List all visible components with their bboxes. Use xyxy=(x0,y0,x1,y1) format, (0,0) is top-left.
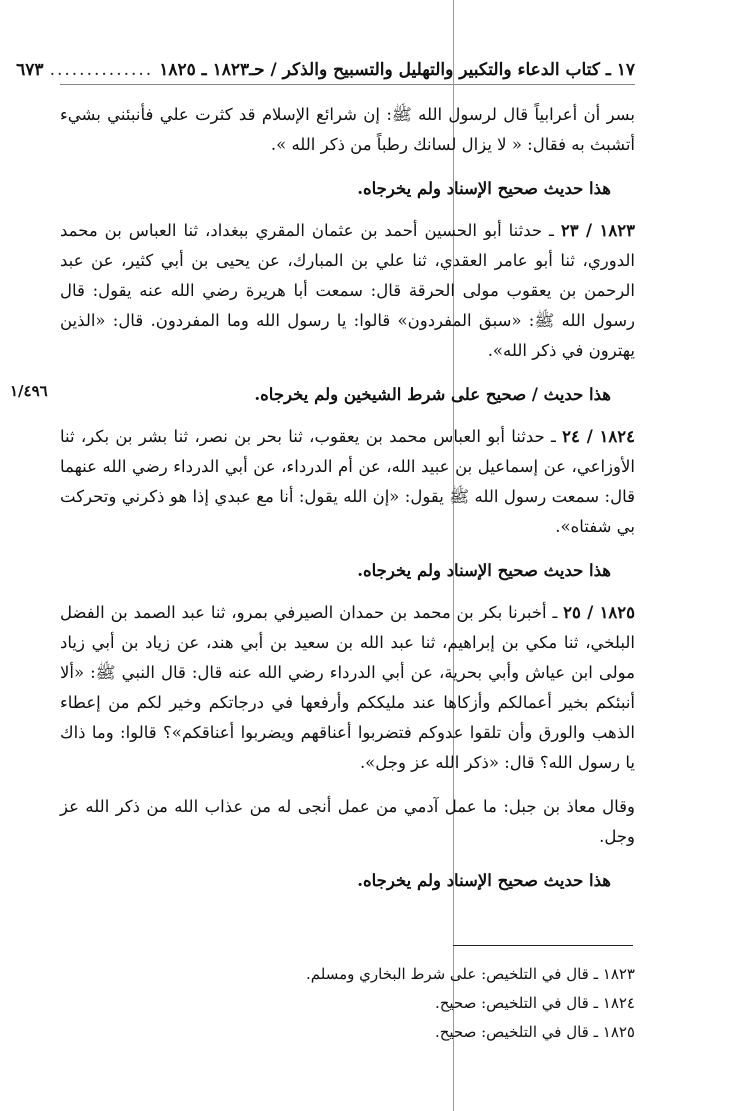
footnote-item: ١٨٢٥ ـ قال في التلخيص: صحيح. xyxy=(434,1023,635,1041)
paragraph-continuation: بسر أن أعرابياً قال لرسول الله ﷺ: إن شرائع الإسلام قد كثرت علي فأنبئني بشيء أتشبث به فقال: « لا يزال لسانك رطباً من ذكر الله ». xyxy=(60,105,635,154)
header-title: ١٧ ـ كتاب الدعاء والتكبير والتهليل والتسبيح والذكر / حـ١٨٢٣ ـ ١٨٢٥ xyxy=(159,60,635,80)
hadith-1824: ١٨٢٤ / ٢٤ ـ حدثنا أبو العباس محمد بن يعقوب، ثنا بحر بن نصر، ثنا بشر بن بكر، ثنا الأوزاعي، عن إسماعيل بن عبيد الله، عن أم الدرداء، عن أبي الدرداء رضي الله عنهما قال: سمعت رسول الله ﷺ يقول: «إن الله يقول: أنا مع عبدي إذا هو ذكرني وتحركت بي شفتاه». xyxy=(60,427,635,536)
header-divider xyxy=(60,84,635,85)
footnote-divider xyxy=(453,945,633,946)
footnote-item: ١٨٢٣ ـ قال في التلخيص: على شرط البخاري ومسلم. xyxy=(306,965,635,983)
grading-statement: هذا حديث صحيح الإسناد ولم يخرجاه. xyxy=(357,561,611,580)
hadith-number: ١٨٢٥ / ٢٥ xyxy=(563,603,636,622)
hadith-1825: ١٨٢٥ / ٢٥ ـ أخبرنا بكر بن محمد بن حمدان الصيرفي بمرو، ثنا عبد الصمد بن الفضل البلخي، ثنا مكي بن إبراهيم، ثنا عبد الله بن سعيد بن أبي هند، عن زياد بن أبي زياد مولى ابن عياش وأبي بحرية، عن أبي الدرداء رضي الله عنه قال: قال النبي ﷺ: «ألا أنبئكم بخير أعمالكم وأزكاها عند مليككم وأرفعها في درجاتكم وخير لكم من إعطاء الذهب والورق وأن تلقوا عدوكم فتضربوا أعناقهم ويضربوا أعناقكم»؟ قالوا: وما ذاك يا رسول الله؟ قال: «ذكر الله عز وجل». xyxy=(60,603,636,772)
grading-statement: هذا حديث صحيح الإسناد ولم يخرجاه. xyxy=(357,871,611,890)
footnote-item: ١٨٢٤ ـ قال في التلخيص: صحيح. xyxy=(434,994,635,1012)
hadith-number: ١٨٢٣ / ٢٣ xyxy=(560,221,635,240)
grading-statement: هذا حديث / صحيح على شرط الشيخين ولم يخرجاه. xyxy=(254,385,611,404)
narration-muadh: وقال معاذ بن جبل: ما عمل آدمي من عمل أنجى له من عذاب الله من ذكر الله عز وجل. xyxy=(60,797,635,846)
main-text xyxy=(60,100,635,908)
grading-statement: هذا حديث صحيح الإسناد ولم يخرجاه. xyxy=(357,179,611,198)
margin-page-reference: ١/٤٩٦ xyxy=(10,382,48,400)
hadith-number: ١٨٢٤ / ٢٤ xyxy=(562,427,635,446)
page-number: ٦٧٣ xyxy=(16,60,44,80)
running-header xyxy=(16,60,635,80)
hadith-1823: ١٨٢٣ / ٢٣ ـ حدثنا أبو الحسين أحمد بن عثمان المقري ببغداد، ثنا العباس بن محمد الدوري، ثنا أبو عامر العقدي، ثنا علي بن المبارك، عن يحيى بن أبي كثير، عن عبد الرحمن بن يعقوب مولى الحرقة قال: سمعت أبا هريرة رضي الله عنه يقول: قال رسول الله ﷺ: «سبق المفردون» قالوا: يا رسول الله وما المفردون. قال: «الذين يهترون في ذكر الله». xyxy=(60,221,635,360)
footnotes xyxy=(60,960,635,1047)
header-dots: .............. xyxy=(49,60,154,80)
